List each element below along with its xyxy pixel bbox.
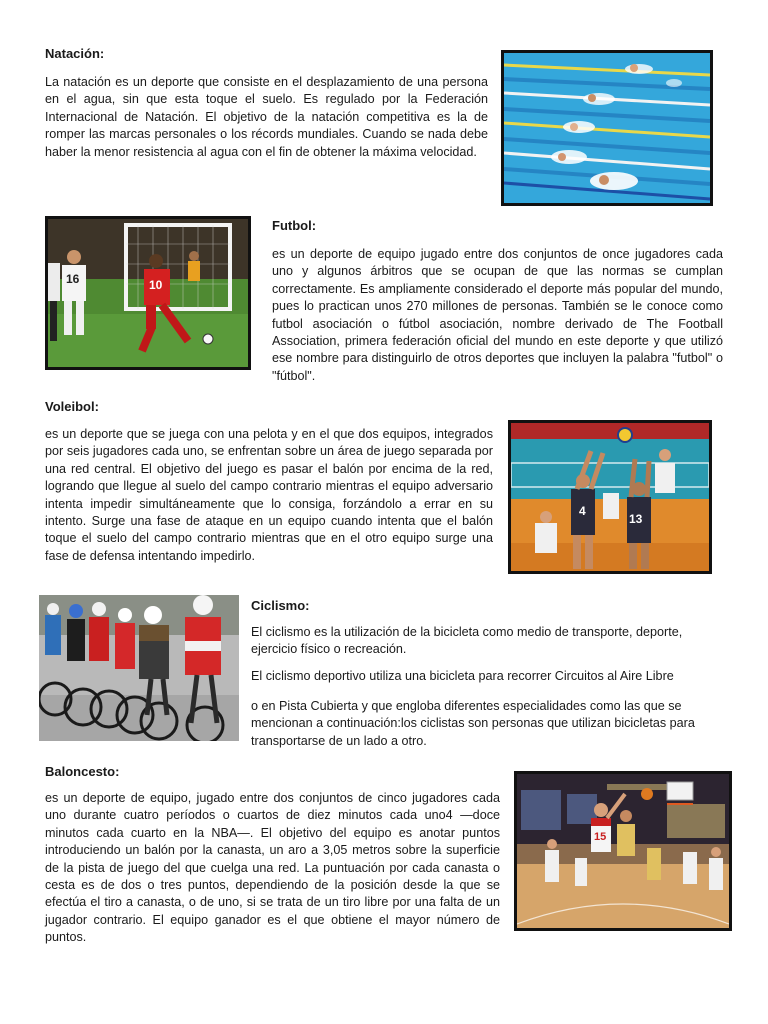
natacion-paragraph: La natación es un deporte que consiste en el desplazamiento de una persona en el agua, sin que esta toque el suelo. Es regulado por la Federación Internacional de Natación. El objetivo de la natación competitiva es la de romper las marcas personales o los récords mundiales. Cuando se nada debe haber la menor resistencia al agua con el fin de obtener la máxima velocidad. <box>45 75 488 159</box>
ciclismo-heading: Ciclismo: <box>251 598 310 613</box>
jersey-number-13: 13 <box>629 512 643 526</box>
jersey-number-4: 4 <box>579 504 586 518</box>
baloncesto-paragraph: es un deporte de equipo, jugado entre dos conjuntos de cinco jugadores cada uno durante cuatro períodos o cuartos de diez minutos cada uno4 —doce minutos cada cuarto en la NBA—. El objetivo del equipo es anotar puntos introduciendo un balón por la canasta, un aro a 3,05 metros sobre la superficie de la pista de juego del que cuelga una red. La puntuación por cada canasta o cesta es de dos o tres puntos, dependiendo de la posición desde la que se efectúa el tiro a canasta, o de uno, si se trata de un tiro libre por una falta de un jugador contrario. El equipo ganador es el que obtiene el mayor número de puntos. <box>45 791 500 945</box>
natacion-heading: Natación: <box>45 46 105 61</box>
ciclismo-paragraph-2: El ciclismo deportivo utiliza una bicicleta para recorrer Circuitos al Aire Libre <box>251 669 674 683</box>
ciclismo-paragraph-3: o en Pista Cubierta y que engloba diferentes especialidades como las que se mencionan a continuación:los ciclistas son personas que utilizan bicicletas para transportarse de un lado a otro. <box>251 699 695 748</box>
swimming-race-photo <box>501 50 713 206</box>
jersey-number-16: 16 <box>66 272 80 286</box>
basketball-game-photo <box>514 771 732 931</box>
soccer-penalty-photo <box>45 216 251 370</box>
volleyball-block-photo <box>508 420 712 574</box>
ciclismo-paragraph-1: El ciclismo es la utilización de la bicicleta como medio de transporte, deporte, ejercicio físico o recreación. <box>251 625 683 657</box>
cycling-peloton-photo <box>39 595 239 741</box>
futbol-heading: Futbol: <box>272 218 317 233</box>
voleibol-paragraph: es un deporte que se juega con una pelota y en el que dos equipos, integrados por seis jugadores cada uno, se enfrentan sobre un área de juego separada por una red central. El objetivo del juego es pasar el balón por encima de la red, logrando que llegue al suelo del campo contrario mientras el equipo adversario intenta impedir simultáneamente que lo consiga, forzándolo a errar en su intento. Surge una fase de ataque en un equipo cuando intenta que el balón toque el suelo del campo contrario mientras que en el otro equipo surge una fase de defensa intentando impedirlo. <box>45 427 493 563</box>
jersey-number-10: 10 <box>149 278 163 292</box>
futbol-paragraph: es un deporte de equipo jugado entre dos conjuntos de once jugadores cada uno y algunos árbitros que se ocupan de que las normas se cumplan correctamente. Es ampliamente considerado el deporte más popular del mundo, pues lo practican unos 270 millones de personas. También se le conoce como futbol asociación o fútbol asociación, nombre derivado de The Football Association, primera federación oficial del mundo en este deporte y que utilizó ese nombre para distinguirlo de otros deportes que incluyen la palabra "futbol" o "fútbol". <box>272 247 723 383</box>
voleibol-heading: Voleibol: <box>45 399 99 414</box>
jersey-number-15: 15 <box>594 831 607 843</box>
baloncesto-heading: Baloncesto: <box>45 764 120 779</box>
